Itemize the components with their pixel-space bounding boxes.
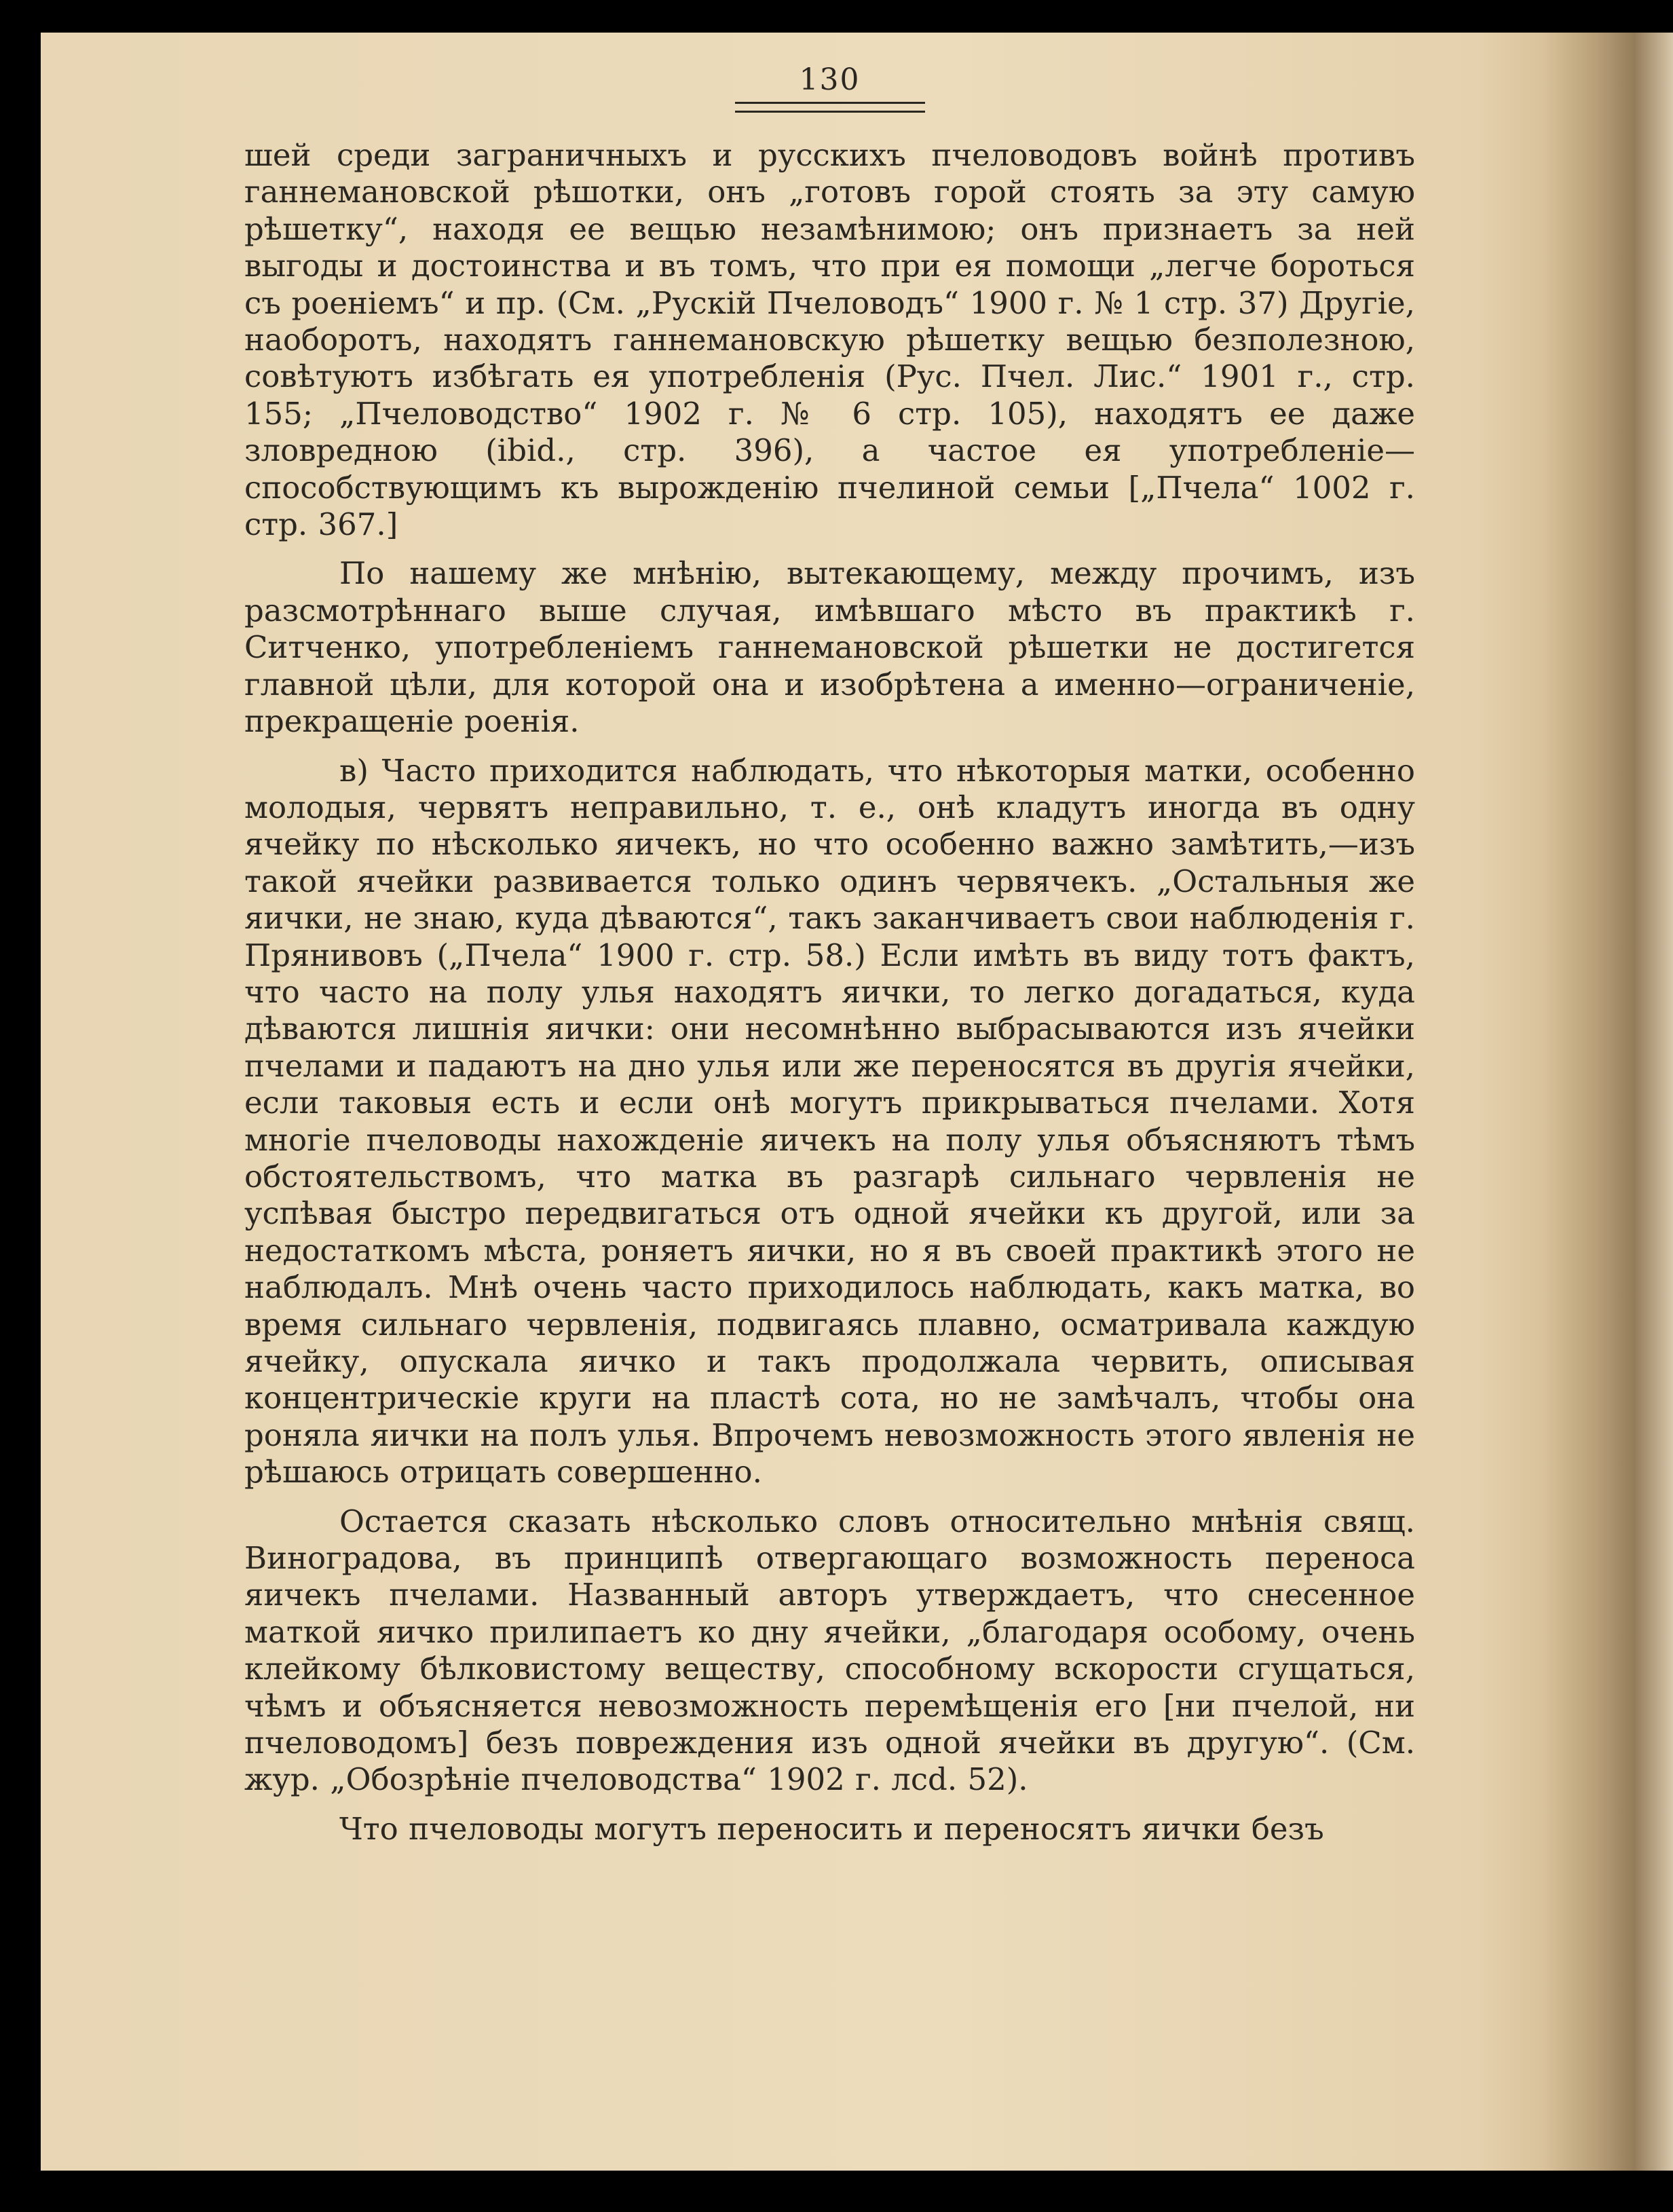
paragraph-3: в) Часто приходится наблюдать, что нѣкоторыя матки, особенно молодыя, червятъ неправильно, т. е., онѣ кладутъ иногда въ одну ячейку по нѣсколько яичекъ, но что особенно важно замѣтить,—изъ такой ячейки развивается только одинъ червячекъ. „Остальныя же яички, не знаю, куда дѣваются“, такъ заканчиваетъ свои наблюденія г. Прянивовъ („Пчела“ 1900 г. стр. 58.) Если имѣть въ виду тотъ фактъ, что часто на полу улья находятъ яички, то легко догадаться, куда дѣваются лишнія яички: они несомнѣнно выбрасываются изъ ячейки пчелами и падаютъ на дно улья или же переносятся въ другія ячейки, если таковыя есть и если онѣ могутъ прикрываться пчелами. Хотя многіе пчеловоды нахожденіе яичекъ на полу улья объясняютъ тѣмъ обстоятельствомъ, что матка въ разгарѣ сильнаго червленія не успѣвая быстро передвигаться отъ одной ячейки къ другой, или за недостаткомъ мѣста, роняетъ яички, но я въ своей практикѣ этого не наблюдалъ. Мнѣ очень часто приходилось наблюдать, какъ матка, во время сильнаго червленія, подвигаясь плавно, осматривала каждую ячейку, опускала яичко и такъ продолжала червить, описывая концентрическіе круги на пластѣ сота, но не замѣчалъ, чтобы она роняла яички на полъ улья. Впрочемъ невозможность этого явленія не рѣшаюсь отрицать совершенно. [244,752,1415,1491]
page-content [244,61,1415,1860]
paragraph-4: Остается сказать нѣсколько словъ относительно мнѣнія свящ. Виноградова, въ принципѣ отвергающаго возможность переноса яичекъ пчелами. Названный авторъ утверждаетъ, что снесенное маткой яичко прилипаетъ ко дну ячейки, „благодаря особому, очень клейкому бѣлковистому веществу, способному вскорости сгущаться, чѣмъ и объясняется невозможность перемѣщенія его [ни пчелой, ни пчеловодомъ] безъ повреждения изъ одной ячейки въ другую“. (См. жур. „Обозрѣніе пчеловодства“ 1902 г. лсd. 52). [244,1503,1415,1798]
paragraph-5: Что пчеловоды могутъ переносить и переносятъ яички безъ [339,1810,1324,1847]
paragraph-1: шей среди заграничныхъ и русскихъ пчеловодовъ войнѣ противъ ганнемановской рѣшотки, онъ „готовъ горой стоять за эту самую рѣшетку“, находя ее вещью незамѣнимою; онъ признаетъ за ней выгоды и достоинства и въ томъ, что при ея помощи „легче бороться съ роеніемъ“ и пр. (См. „Рускій Пчеловодъ“ 1900 г. № 1 стр. 37) Другіе, наоборотъ, находятъ ганнемановскую рѣшетку вещью безполезною, совѣтуютъ избѣгать ея употребленія (Рус. Пчел. Лис.“ 1901 г., стр. 155; „Пчеловодство“ 1902 г. № 6 стр. 105), находятъ ее даже зловредною (ibid., стр. 396), а частое ея употребленіе—способствующимъ къ вырожденію пчелиной семьи [„Пчела“ 1002 г. стр. 367.] [244,137,1415,543]
double-rule [735,102,925,113]
page-number: 130 [799,62,861,97]
page-fold-shadow [1544,33,1673,2171]
body-text [244,137,1415,1848]
paragraph-2: По нашему же мнѣнію, вытекающему, между прочимъ, изъ разсмотрѣннаго выше случая, имѣвшаго мѣсто въ практикѣ г. Ситченко, употребленіемъ ганнемановской рѣшетки не достигется главной цѣли, для которой она и изобрѣтена а именно—ограниченіе, прекращеніе роенія. [244,555,1415,740]
scanned-page [41,33,1673,2171]
